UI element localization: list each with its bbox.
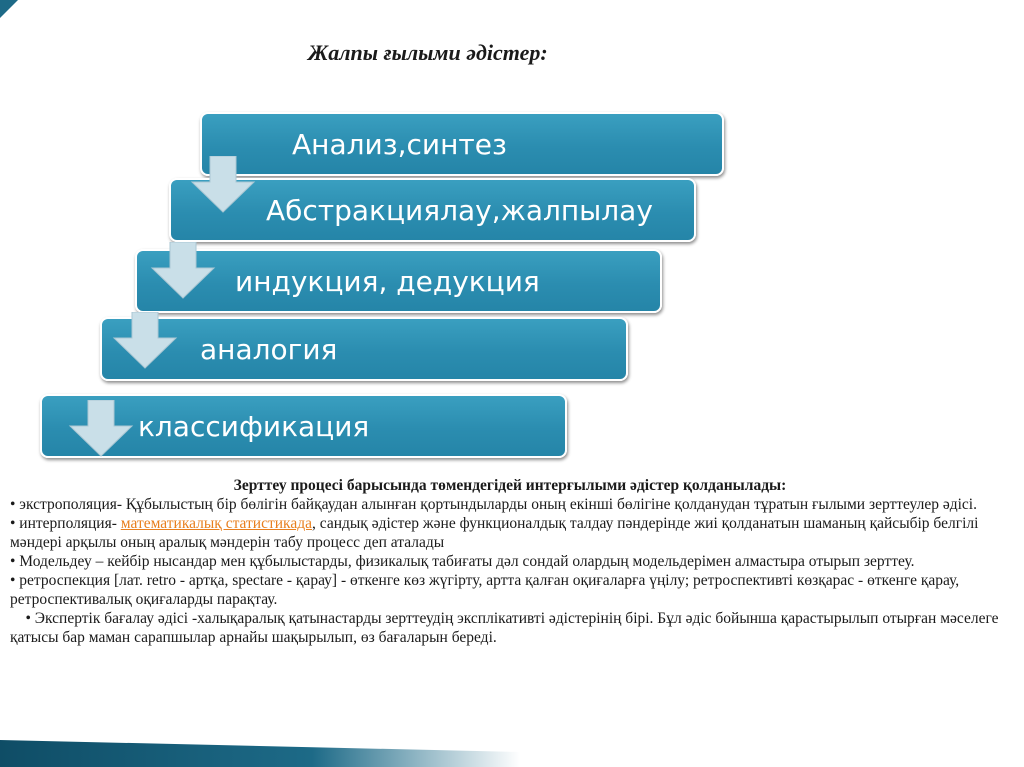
- step-label: аналогия: [200, 332, 338, 366]
- arrow-down-icon: [190, 156, 256, 214]
- description-heading: Зерттеу процесі барысында төмендегідей интерғылыми әдістер қолданылады:: [233, 477, 787, 494]
- list-item-interpolation: [10, 514, 1010, 552]
- step-label: классификация: [138, 409, 370, 443]
- corner-decoration: [0, 0, 40, 40]
- step-box-analysis-synthesis: [200, 112, 724, 176]
- arrow-down-icon: [112, 312, 178, 370]
- list-item-modeling: • Модельдеу – кейбір нысандар мен құбылыстарды, физикалық табиғаты дәл сондай олардың модельдерімен алмастыра отырып зерттеу.: [10, 553, 915, 570]
- arrow-down-icon: [68, 400, 134, 458]
- step-label: Анализ,синтез: [292, 127, 507, 161]
- step-label: индукция, дедукция: [235, 264, 540, 298]
- list-item-text: • интерполяция-: [10, 515, 121, 532]
- step-box-analogy: [100, 317, 628, 381]
- slide-title: Жалпы ғылыми әдістер:: [308, 40, 548, 65]
- list-item-expert-evaluation: • Экспертiк бағалау әдісі -халықаралық қатынастарды зерттеудің эксплікативті әдістерінің бірі. Бұл әдіс бойынша қарастырылып отырған мәселеге қатысы бар маман сарапшылар арнайы шақырылып, өз бағаларын береді.: [10, 610, 1003, 646]
- arrow-down-icon: [150, 242, 216, 300]
- description-block: [10, 476, 1010, 647]
- list-item-text: , сандық әдістер және функционалдық талдау пәндерінде жиі қолданатын шаманың қайсыбір белгілі мәндері арқылы оның аралық мәндерін табу процесс деп аталады: [10, 515, 979, 551]
- bottom-swoosh-decoration: [0, 690, 520, 767]
- step-label: Абстракциялау,жалпылау: [266, 193, 653, 227]
- list-item-retrospection: • ретроспекция [лат. retro - артқа, spectare - қарау] - өткенге көз жүгірту, артта қалған оқиғаларға үңілу; ретроспективті көзқарас - өткенге қарау, ретроспективалық оқиғаларды парақтау.: [10, 572, 960, 608]
- statistics-link[interactable]: математикалық статистикада: [120, 515, 312, 532]
- list-item-extrapolation: • экстрополяция- Құбылыстың бір бөлігін байқаудан алынған қортындыларды оның екінші бөлігіне қолданудан тұратын ғылыми зерттеулер әдісі.: [10, 496, 977, 513]
